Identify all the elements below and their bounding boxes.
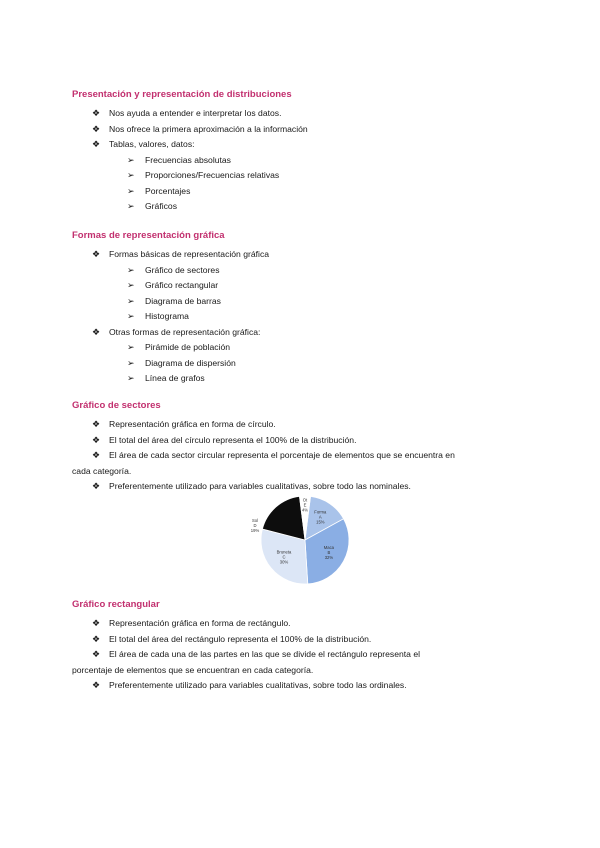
list-item-text: Diagrama de barras — [145, 295, 221, 306]
diamond-bullet-icon: ❖ — [92, 139, 101, 149]
section-sectores — [72, 399, 532, 495]
list-item-text: Porcentajes — [145, 185, 191, 196]
list-item-text: Tablas, valores, datos: — [109, 139, 195, 149]
diamond-bullet-icon: ❖ — [92, 680, 101, 690]
pie-chart-svg — [243, 495, 353, 590]
arrow-bullet-icon: ➢ — [127, 373, 135, 383]
arrow-bullet-icon: ➢ — [127, 280, 135, 290]
list-item-text: Preferentemente utilizado para variables cualitativas, sobre todo las nominales. — [109, 481, 411, 491]
diamond-bullet-icon: ❖ — [92, 450, 101, 460]
arrow-bullet-icon: ➢ — [127, 201, 135, 211]
list-item-text: El área de cada una de las partes en las que se divide el rectángulo representa el — [109, 649, 421, 659]
pie-slice-label: Maca B 32% — [323, 545, 335, 561]
list-item-text: Nos ayuda a entender e interpretar los datos. — [109, 108, 282, 118]
list-item — [72, 184, 532, 200]
bullet-list — [72, 247, 532, 387]
list-item — [72, 168, 532, 184]
list-item — [72, 247, 532, 263]
arrow-bullet-icon: ➢ — [127, 311, 135, 321]
list-item-text: El total del área del rectángulo representa el 100% de la distribución. — [109, 633, 372, 644]
list-item-text: Diagrama de dispersión — [145, 357, 236, 368]
list-item — [72, 263, 532, 279]
list-item-text: Línea de grafos — [145, 373, 205, 383]
list-item-text: Formas básicas de representación gráfica — [109, 249, 270, 259]
arrow-bullet-icon: ➢ — [127, 264, 135, 275]
list-item-text: El total del área del círculo representa el 100% de la distribución. — [109, 434, 357, 445]
list-item — [72, 199, 532, 215]
section-title: Gráfico de sectores — [72, 400, 161, 411]
list-item — [72, 122, 532, 138]
section-title: Formas de representación gráfica — [72, 230, 225, 241]
list-item — [72, 371, 532, 387]
diamond-bullet-icon: ❖ — [92, 123, 101, 134]
diamond-bullet-icon: ❖ — [92, 481, 101, 491]
section-title: Gráfico rectangular — [72, 599, 160, 610]
list-item — [72, 137, 532, 153]
list-item-text: Gráfico de sectores — [145, 264, 220, 275]
list-item — [72, 632, 532, 648]
list-item-text: Gráficos — [145, 201, 177, 211]
arrow-bullet-icon: ➢ — [127, 154, 135, 165]
pie-slice-label: Forma A 15% — [314, 509, 327, 525]
list-item-text: Frecuencias absolutas — [145, 154, 231, 165]
list-item-text: Histograma — [145, 311, 189, 321]
section-formas — [72, 229, 532, 387]
arrow-bullet-icon: ➢ — [127, 342, 135, 352]
list-item — [72, 678, 532, 694]
diamond-bullet-icon: ❖ — [92, 108, 101, 118]
bullet-list — [72, 417, 532, 495]
bullet-list — [72, 616, 532, 694]
list-item-text: Pirámide de población — [145, 342, 231, 352]
pie-slice-label: Bruneta C 30% — [276, 549, 292, 565]
pie-chart — [243, 495, 353, 590]
list-item — [72, 340, 532, 356]
diamond-bullet-icon: ❖ — [92, 633, 101, 644]
list-item — [72, 294, 532, 310]
arrow-bullet-icon: ➢ — [127, 295, 135, 306]
bullet-list — [72, 106, 532, 215]
list-item — [72, 106, 532, 122]
pie-slice-label: Ot E 4% — [301, 497, 309, 513]
diamond-bullet-icon: ❖ — [92, 434, 101, 445]
list-item-text: El área de cada sector circular representa el porcentaje de elementos que se encuentra en — [109, 450, 455, 460]
list-item-text: Representación gráfica en forma de círculo. — [109, 419, 276, 429]
list-item-text: Preferentemente utilizado para variables cualitativas, sobre todo las ordinales. — [109, 680, 407, 690]
list-item — [72, 278, 532, 294]
list-item-text: Proporciones/Frecuencias relativas — [145, 170, 280, 180]
list-item-continuation: cada categoría. — [72, 465, 132, 476]
list-item-text: Otras formas de representación gráfica: — [109, 326, 261, 337]
list-item — [72, 448, 532, 479]
list-item-text: Gráfico rectangular — [145, 280, 219, 290]
list-item — [72, 433, 532, 449]
section-rectangular — [72, 598, 532, 694]
diamond-bullet-icon: ❖ — [92, 326, 101, 337]
list-item-text: Nos ofrece la primera aproximación a la información — [109, 123, 308, 134]
diamond-bullet-icon: ❖ — [92, 249, 101, 259]
arrow-bullet-icon: ➢ — [127, 357, 135, 368]
pie-slice-label: Sol D 19% — [250, 518, 260, 533]
arrow-bullet-icon: ➢ — [127, 170, 135, 180]
list-item — [72, 325, 532, 341]
list-item — [72, 417, 532, 433]
list-item — [72, 479, 532, 495]
arrow-bullet-icon: ➢ — [127, 185, 135, 196]
list-item — [72, 309, 532, 325]
list-item — [72, 356, 532, 372]
list-item-text: Representación gráfica en forma de rectángulo. — [109, 618, 291, 628]
list-item — [72, 647, 532, 678]
list-item — [72, 153, 532, 169]
list-item — [72, 616, 532, 632]
diamond-bullet-icon: ❖ — [92, 649, 101, 659]
list-item-continuation: porcentaje de elementos que se encuentran en cada categoría. — [72, 664, 314, 675]
diamond-bullet-icon: ❖ — [92, 419, 101, 429]
section-title: Presentación y representación de distribuciones — [72, 89, 292, 100]
section-distribuciones — [72, 88, 532, 215]
diamond-bullet-icon: ❖ — [92, 618, 101, 628]
